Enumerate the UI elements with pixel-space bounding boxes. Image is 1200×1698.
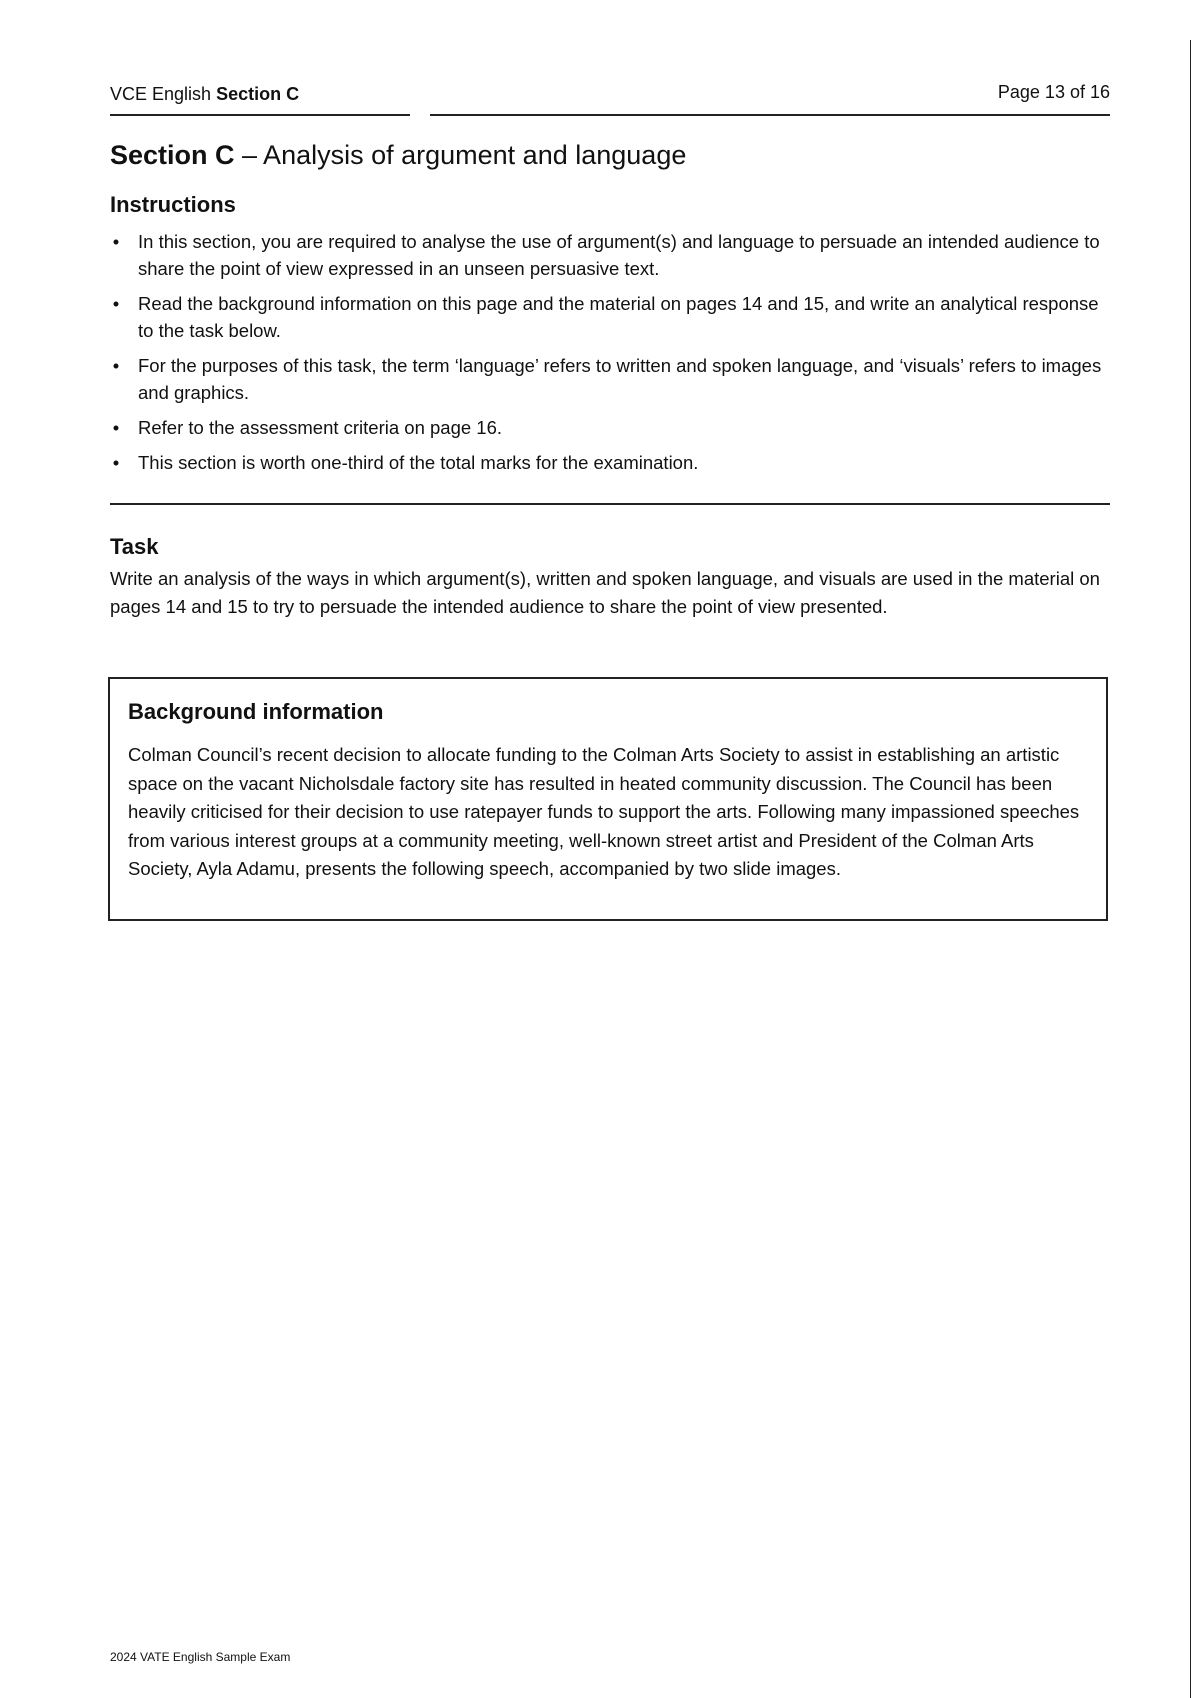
instruction-item xyxy=(110,414,1110,441)
instruction-item xyxy=(110,228,1110,282)
task-divider xyxy=(110,503,1110,505)
instruction-text: Refer to the assessment criteria on page 16. xyxy=(138,417,503,438)
instructions-heading: Instructions xyxy=(110,192,236,217)
bullet-icon: • xyxy=(112,452,120,473)
instruction-text: This section is worth one-third of the total marks for the examination. xyxy=(138,452,699,473)
instructions-list xyxy=(110,228,1110,484)
bullet-icon: • xyxy=(112,355,120,376)
header-title xyxy=(110,84,299,105)
section-title-rest: – Analysis of argument and language xyxy=(234,140,687,170)
instruction-text: For the purposes of this task, the term ‘language’ refers to written and spoken language, and ‘visuals’ refers to images and graphics. xyxy=(138,355,1102,403)
instruction-item xyxy=(110,449,1110,476)
bullet-icon: • xyxy=(112,417,120,438)
section-title-bold: Section C xyxy=(110,140,235,170)
page-edge-line xyxy=(1190,40,1191,1698)
header-subject: VCE English xyxy=(110,84,217,104)
background-info-box xyxy=(108,677,1108,921)
task-text: Write an analysis of the ways in which argument(s), written and spoken language, and visuals are used in the material on pages 14 and 15 to try to persuade the intended audience to share the point of view presented. xyxy=(110,568,1100,617)
header-divider xyxy=(110,114,1110,116)
section-title xyxy=(110,140,686,171)
background-heading: Background information xyxy=(128,699,384,724)
bullet-icon: • xyxy=(112,231,120,252)
header-section: Section C xyxy=(216,84,300,104)
task-heading: Task xyxy=(110,534,159,559)
page-number: Page 13 of 16 xyxy=(997,82,1110,102)
instruction-item xyxy=(110,290,1110,344)
background-text: Colman Council’s recent decision to allocate funding to the Colman Arts Society to assist in establishing an artistic space on the vacant Nicholsdale factory site has resulted in heated community discussion. The Council has been heavily criticised for their decision to use ratepayer funds to support the arts. Following many impassioned speeches from various interest groups at a community meeting, well-known street artist and President of the Colman Arts Society, Ayla Adamu, presents the following speech, accompanied by two slide images. xyxy=(128,744,1080,879)
page-header xyxy=(110,84,1110,116)
instruction-text: Read the background information on this page and the material on pages 14 and 15, and write an analytical response to the task below. xyxy=(138,293,1099,341)
instruction-item xyxy=(110,352,1110,406)
page-footer: 2024 VATE English Sample Exam xyxy=(110,1650,291,1664)
instruction-text: In this section, you are required to analyse the use of argument(s) and language to persuade an intended audience to share the point of view expressed in an unseen persuasive text. xyxy=(138,231,1100,279)
bullet-icon: • xyxy=(112,293,120,314)
